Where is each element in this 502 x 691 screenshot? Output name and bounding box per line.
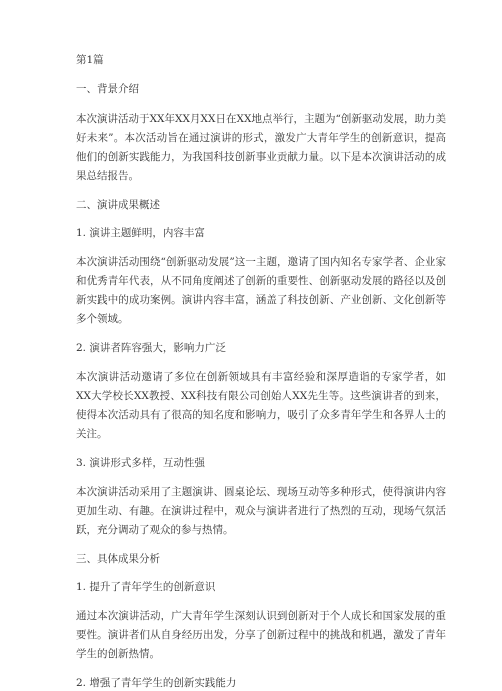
paragraph-speakers: 本次演讲活动邀请了多位在创新领域具有丰富经验和深厚造诣的专家学者，如XX大学校长XX教授、XX科技有限公司创始人XX先生等。这些演讲者的到来，使得本次活动具有了很高的知名度和影响力，吸引了众多青年学生和各界人士的关注。 [76,371,446,440]
subheading-format: 3. 演讲形式多样，互动性强 [76,457,205,469]
paragraph-format: 本次演讲活动采用了主题演讲、圆桌论坛、现场互动等多种形式，使得演讲内容更加生动、有趣。在演讲过程中，观众与演讲者进行了热烈的互动，现场气氛活跃，充分调动了观众的参与热情。 [76,486,446,536]
subheading-awareness: 1. 提升了青年学生的创新意识 [76,581,216,593]
paragraph-background: 本次演讲活动于XX年XX月XX日在XX地点举行，主题为“创新驱动发展，助力美好未来”。本次活动旨在通过演讲的形式，激发广大青年学生的创新意识，提高他们的创新实践能力，为我国科技创新事业贡献力量。以下是本次演讲活动的成果总结报告。 [76,113,446,182]
subheading-theme: 1. 演讲主题鲜明，内容丰富 [76,227,205,239]
paragraph-theme: 本次演讲活动围绕“创新驱动发展”这一主题，邀请了国内知名专家学者、企业家和优秀青年代表，从不同角度阐述了创新的重要性、创新驱动发展的路径以及创新实践中的成功案例。演讲内容丰富，涵盖了科技创新、产业创新、文化创新等多个领域。 [76,256,446,325]
section-heading-overview: 二、演讲成果概述 [76,199,160,211]
paragraph-awareness: 通过本次演讲活动，广大青年学生深刻认识到创新对于个人成长和国家发展的重要性。演讲者们从自身经历出发，分享了创新过程中的挑战和机遇，激发了青年学生的创新热情。 [76,610,446,660]
subheading-speakers: 2. 演讲者阵容强大，影响力广泛 [76,342,226,354]
subheading-practice: 2. 增强了青年学生的创新实践能力 [76,677,237,689]
section-heading-analysis: 三、具体成果分析 [76,553,160,565]
page-label: 第1篇 [76,54,104,66]
section-heading-background: 一、背景介绍 [76,83,139,95]
